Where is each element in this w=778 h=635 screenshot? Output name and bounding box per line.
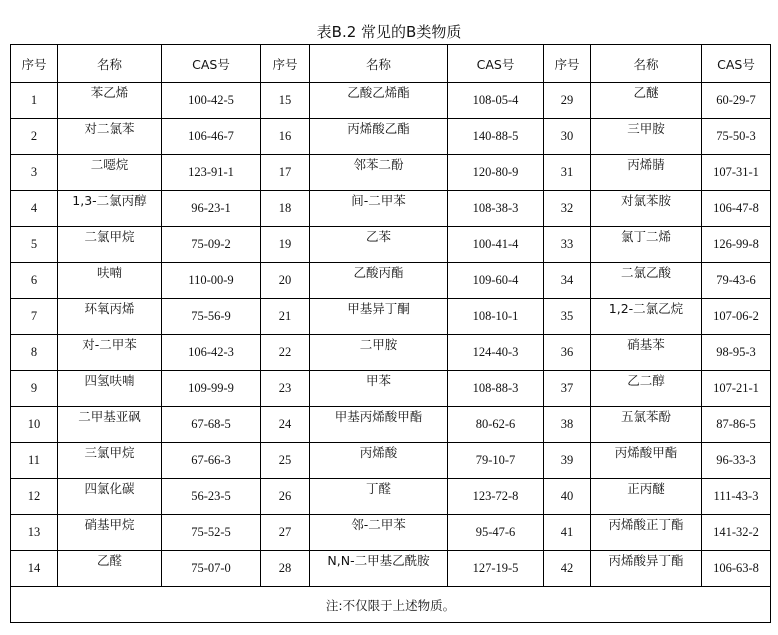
table-row <box>11 335 771 371</box>
cas-cell: 80-62-6 <box>448 407 544 443</box>
cas-cell: 108-10-1 <box>448 299 544 335</box>
table-row <box>11 155 771 191</box>
note-row <box>11 587 771 623</box>
seq-cell: 39 <box>544 443 591 479</box>
name-cell: 氯丁二烯 <box>591 227 702 263</box>
header-cas-2: CAS号 <box>448 45 544 83</box>
seq-cell: 19 <box>261 227 310 263</box>
table-row <box>11 191 771 227</box>
cas-cell: 96-23-1 <box>162 191 261 227</box>
name-cell: 呋喃 <box>58 263 162 299</box>
seq-cell: 11 <box>11 443 58 479</box>
table-row <box>11 263 771 299</box>
seq-cell: 16 <box>261 119 310 155</box>
seq-cell: 34 <box>544 263 591 299</box>
name-cell: 甲基丙烯酸甲酯 <box>310 407 448 443</box>
name-cell: 1,2-二氯乙烷 <box>591 299 702 335</box>
seq-cell: 40 <box>544 479 591 515</box>
header-cas-3: CAS号 <box>702 45 771 83</box>
seq-cell: 9 <box>11 371 58 407</box>
name-cell: 甲基异丁酮 <box>310 299 448 335</box>
cas-cell: 107-31-1 <box>702 155 771 191</box>
name-cell: 对二氯苯 <box>58 119 162 155</box>
cas-cell: 96-33-3 <box>702 443 771 479</box>
name-cell: 1,3-二氯丙醇 <box>58 191 162 227</box>
cas-cell: 108-38-3 <box>448 191 544 227</box>
seq-cell: 10 <box>11 407 58 443</box>
cas-cell: 123-91-1 <box>162 155 261 191</box>
seq-cell: 23 <box>261 371 310 407</box>
seq-cell: 17 <box>261 155 310 191</box>
seq-cell: 28 <box>261 551 310 587</box>
table-row <box>11 371 771 407</box>
cas-cell: 56-23-5 <box>162 479 261 515</box>
name-cell: 对氯苯胺 <box>591 191 702 227</box>
seq-cell: 27 <box>261 515 310 551</box>
table-row <box>11 299 771 335</box>
table-row <box>11 551 771 587</box>
header-name-3: 名称 <box>591 45 702 83</box>
seq-cell: 8 <box>11 335 58 371</box>
name-cell: 丙烯酸 <box>310 443 448 479</box>
cas-cell: 67-66-3 <box>162 443 261 479</box>
cas-cell: 100-41-4 <box>448 227 544 263</box>
seq-cell: 29 <box>544 83 591 119</box>
cas-cell: 60-29-7 <box>702 83 771 119</box>
seq-cell: 25 <box>261 443 310 479</box>
seq-cell: 14 <box>11 551 58 587</box>
header-seq-1: 序号 <box>11 45 58 83</box>
seq-cell: 18 <box>261 191 310 227</box>
seq-cell: 1 <box>11 83 58 119</box>
seq-cell: 42 <box>544 551 591 587</box>
seq-cell: 15 <box>261 83 310 119</box>
name-cell: 正丙醚 <box>591 479 702 515</box>
seq-cell: 5 <box>11 227 58 263</box>
table-note: 注:不仅限于上述物质。 <box>11 587 771 623</box>
name-cell: 邻苯二酚 <box>310 155 448 191</box>
cas-cell: 98-95-3 <box>702 335 771 371</box>
name-cell: 间-二甲苯 <box>310 191 448 227</box>
table-row <box>11 227 771 263</box>
header-row <box>11 45 771 83</box>
seq-cell: 33 <box>544 227 591 263</box>
seq-cell: 3 <box>11 155 58 191</box>
seq-cell: 38 <box>544 407 591 443</box>
cas-cell: 95-47-6 <box>448 515 544 551</box>
cas-cell: 75-07-0 <box>162 551 261 587</box>
name-cell: 甲苯 <box>310 371 448 407</box>
cas-cell: 87-86-5 <box>702 407 771 443</box>
name-cell: 苯乙烯 <box>58 83 162 119</box>
name-cell: 硝基甲烷 <box>58 515 162 551</box>
name-cell: 二甲基亚砜 <box>58 407 162 443</box>
seq-cell: 41 <box>544 515 591 551</box>
name-cell: 乙醚 <box>591 83 702 119</box>
table-row <box>11 407 771 443</box>
name-cell: 乙酸乙烯酯 <box>310 83 448 119</box>
cas-cell: 67-68-5 <box>162 407 261 443</box>
seq-cell: 22 <box>261 335 310 371</box>
cas-cell: 79-43-6 <box>702 263 771 299</box>
name-cell: 四氢呋喃 <box>58 371 162 407</box>
name-cell: 乙醛 <box>58 551 162 587</box>
seq-cell: 13 <box>11 515 58 551</box>
cas-cell: 109-60-4 <box>448 263 544 299</box>
name-cell: 丙烯腈 <box>591 155 702 191</box>
header-cas-1: CAS号 <box>162 45 261 83</box>
seq-cell: 30 <box>544 119 591 155</box>
name-cell: 二噁烷 <box>58 155 162 191</box>
seq-cell: 35 <box>544 299 591 335</box>
cas-cell: 127-19-5 <box>448 551 544 587</box>
seq-cell: 4 <box>11 191 58 227</box>
cas-cell: 108-05-4 <box>448 83 544 119</box>
cas-cell: 124-40-3 <box>448 335 544 371</box>
name-cell: 四氯化碳 <box>58 479 162 515</box>
seq-cell: 36 <box>544 335 591 371</box>
seq-cell: 7 <box>11 299 58 335</box>
name-cell: 丙烯酸甲酯 <box>591 443 702 479</box>
name-cell: 二甲胺 <box>310 335 448 371</box>
name-cell: 三氯甲烷 <box>58 443 162 479</box>
seq-cell: 31 <box>544 155 591 191</box>
name-cell: 邻-二甲苯 <box>310 515 448 551</box>
cas-cell: 79-10-7 <box>448 443 544 479</box>
cas-cell: 75-52-5 <box>162 515 261 551</box>
table-row <box>11 515 771 551</box>
name-cell: 乙二醇 <box>591 371 702 407</box>
cas-cell: 75-50-3 <box>702 119 771 155</box>
table-row <box>11 119 771 155</box>
cas-cell: 141-32-2 <box>702 515 771 551</box>
cas-cell: 75-09-2 <box>162 227 261 263</box>
cas-cell: 106-46-7 <box>162 119 261 155</box>
name-cell: N,N-二甲基乙酰胺 <box>310 551 448 587</box>
cas-cell: 110-00-9 <box>162 263 261 299</box>
cas-cell: 106-42-3 <box>162 335 261 371</box>
header-seq-3: 序号 <box>544 45 591 83</box>
cas-cell: 111-43-3 <box>702 479 771 515</box>
name-cell: 乙酸丙酯 <box>310 263 448 299</box>
table-row <box>11 479 771 515</box>
name-cell: 丙烯酸正丁酯 <box>591 515 702 551</box>
cas-cell: 100-42-5 <box>162 83 261 119</box>
seq-cell: 24 <box>261 407 310 443</box>
cas-cell: 109-99-9 <box>162 371 261 407</box>
table-body <box>11 83 771 587</box>
seq-cell: 2 <box>11 119 58 155</box>
name-cell: 环氧丙烯 <box>58 299 162 335</box>
cas-cell: 75-56-9 <box>162 299 261 335</box>
cas-cell: 106-63-8 <box>702 551 771 587</box>
cas-cell: 123-72-8 <box>448 479 544 515</box>
seq-cell: 21 <box>261 299 310 335</box>
cas-cell: 106-47-8 <box>702 191 771 227</box>
cas-cell: 107-21-1 <box>702 371 771 407</box>
cas-cell: 108-88-3 <box>448 371 544 407</box>
seq-cell: 32 <box>544 191 591 227</box>
header-seq-2: 序号 <box>261 45 310 83</box>
cas-cell: 126-99-8 <box>702 227 771 263</box>
table-row <box>11 83 771 119</box>
name-cell: 丁醛 <box>310 479 448 515</box>
header-name-2: 名称 <box>310 45 448 83</box>
name-cell: 三甲胺 <box>591 119 702 155</box>
seq-cell: 20 <box>261 263 310 299</box>
header-name-1: 名称 <box>58 45 162 83</box>
name-cell: 乙苯 <box>310 227 448 263</box>
table-title: 表B.2 常见的B类物质 <box>316 23 462 41</box>
name-cell: 二氯乙酸 <box>591 263 702 299</box>
seq-cell: 12 <box>11 479 58 515</box>
name-cell: 五氯苯酚 <box>591 407 702 443</box>
cas-cell: 107-06-2 <box>702 299 771 335</box>
substance-table <box>10 44 771 623</box>
name-cell: 对-二甲苯 <box>58 335 162 371</box>
seq-cell: 37 <box>544 371 591 407</box>
name-cell: 二氯甲烷 <box>58 227 162 263</box>
table-row <box>11 443 771 479</box>
seq-cell: 26 <box>261 479 310 515</box>
seq-cell: 6 <box>11 263 58 299</box>
cas-cell: 120-80-9 <box>448 155 544 191</box>
name-cell: 丙烯酸乙酯 <box>310 119 448 155</box>
cas-cell: 140-88-5 <box>448 119 544 155</box>
name-cell: 丙烯酸异丁酯 <box>591 551 702 587</box>
name-cell: 硝基苯 <box>591 335 702 371</box>
